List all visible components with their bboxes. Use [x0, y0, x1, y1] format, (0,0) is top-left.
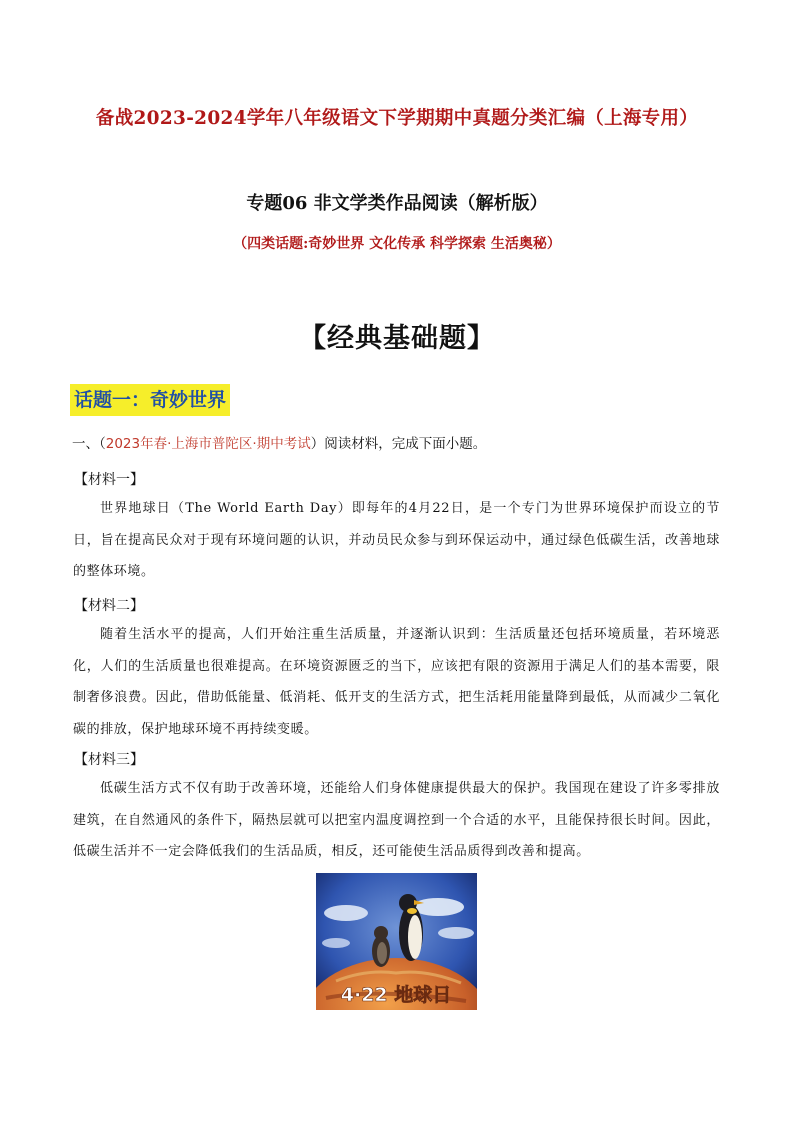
- section-heading: 【经典基础题】: [299, 323, 495, 354]
- material-1-text: 世界地球日（The World Earth Day）即每年的4月22日，是一个专门为世界环境保护而设立的节日，旨在提高民众对于现有环境问题的认识，并动员民众参与到环保运动中，通过绿色低碳生活，改善地球的整体环境。: [73, 501, 720, 579]
- document-main-title: 备战2023-2024学年八年级语文下学期期中真题分类汇编（上海专用）: [95, 108, 699, 129]
- material-2-text: 随着生活水平的提高，人们开始注重生活质量，并逐渐认识到：生活质量还包括环境质量，若环境恶化，人们的生活质量也很难提高。在环境资源匮乏的当下，应该把有限的资源用于满足人们的基本需要，限制奢侈浪费。因此，借助低能量、低消耗、低开支的生活方式，把生活耗用能量降到最低，从而减少二氧化碳的排放，保护地球环境不再持续变暖。: [73, 627, 720, 737]
- question-suffix: ）阅读材料，完成下面小题。: [310, 436, 487, 452]
- question-prefix: 一、（: [72, 436, 106, 452]
- material-3-label: 【材料三】: [74, 752, 144, 768]
- question-source: 2023年春·上海市普陀区·期中考试: [105, 436, 311, 452]
- earth-day-penguin-image: [316, 873, 477, 1010]
- question-line: [72, 432, 486, 452]
- material-1-label: 【材料一】: [74, 472, 144, 488]
- material-2-label: 【材料二】: [74, 598, 144, 614]
- topic-heading: 话题一：奇妙世界: [70, 384, 230, 416]
- image-caption: 4·22 地球日: [340, 984, 452, 1006]
- topics-line: （四类话题:奇妙世界 文化传承 科学探索 生活奥秘）: [233, 236, 561, 252]
- material-3-text: 低碳生活方式不仅有助于改善环境，还能给人们身体健康提供最大的保护。我国现在建设了许多零排放建筑，在自然通风的条件下，隔热层就可以把室内温度调控到一个合适的水平，且能保持很长时间。因此，低碳生活并不一定会降低我们的生活品质，相反，还可能使生活品质得到改善和提高。: [73, 781, 720, 859]
- document-subtitle: 专题06 非文学类作品阅读（解析版）: [246, 193, 548, 214]
